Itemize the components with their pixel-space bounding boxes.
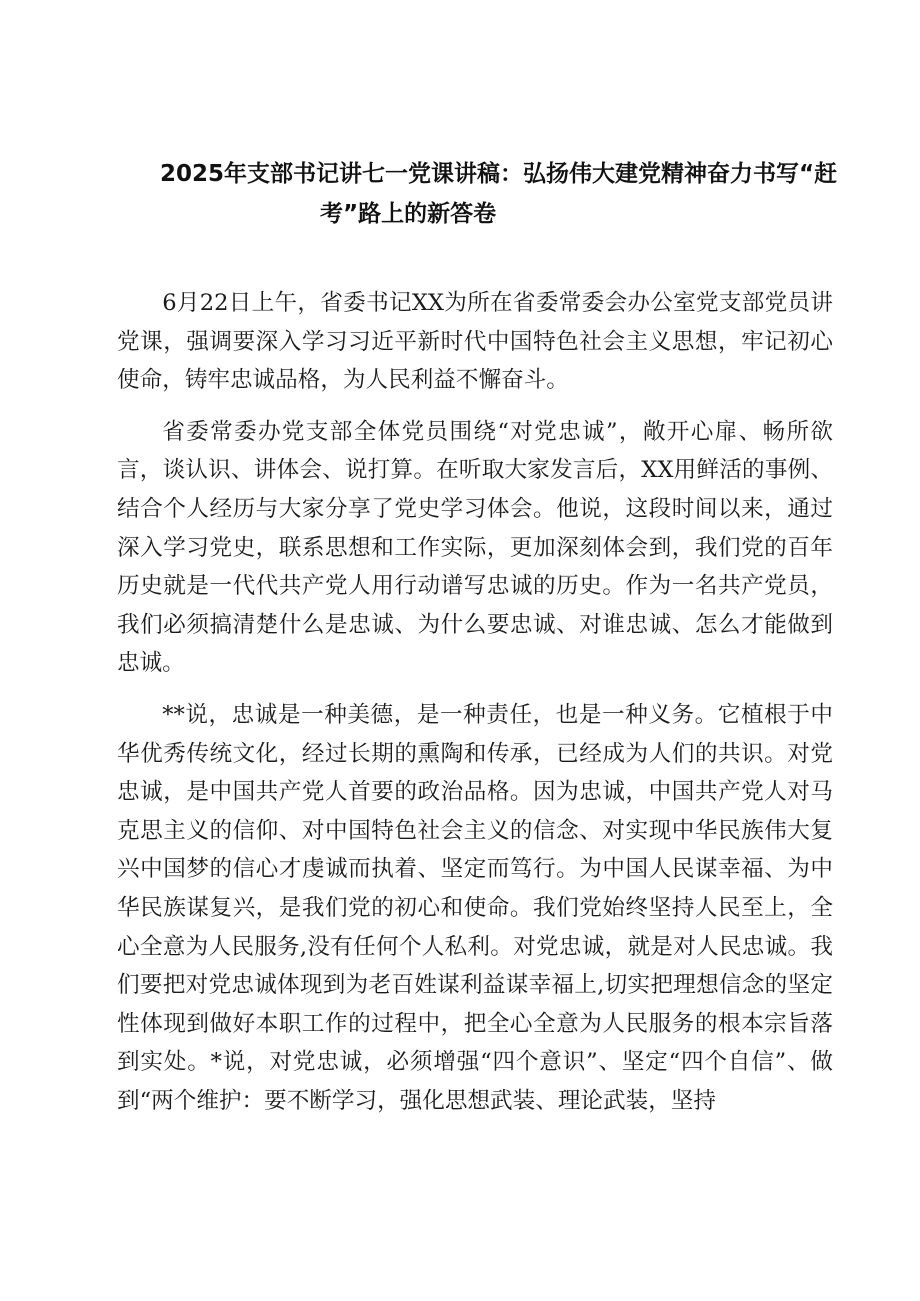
paragraph-3: **说，忠诚是一种美德，是一种责任，也是一种义务。它植根于中华优秀传统文化，经过长期的熏陶和传承，已经成为人们的共识。对党忠诚，是中国共产党人首要的政治品格。因为忠诚，中国共产党人对马克思主义的信仰、对中国特色社会主义的信念、对实现中华民族伟大复兴中国梦的信心才虔诚而执着、坚定而笃行。为中国人民谋幸福、为中华民族谋复兴，是我们党的初心和使命。我们党始终坚持人民至上，全心全意为人民服务,没有任何个人私利。对党忠诚，就是对人民忠诚。我们要把对党忠诚体现到为老百姓谋利益谋幸福上,切实把理想信念的坚定性体现到做好本职工作的过程中，把全心全意为人民服务的根本宗旨落到实处。*说，对党忠诚，必须增强“四个意识”、坚定“四个自信”、做到“两个维护：要不断学习，强化思想武装、理论武装，坚持	[117, 701, 833, 1114]
title-line-1: 2025年支部书记讲七一党课讲稿：弘扬伟大建党精神奋力书写“赶	[160, 161, 838, 187]
paragraph-2: 省委常委办党支部全体党员围绕“对党忠诚”，敞开心扉、畅所欲言，谈认识、讲体会、说打算。在听取大家发言后，XX用鲜活的事例、结合个人经历与大家分享了党史学习体会。他说，这段时间以来，通过深入学习党史，联系思想和工作实际，更加深刻体会到，我们党的百年历史就是一代代共产党人用行动谱写忠诚的历史。作为一名共产党员，我们必须搞清楚什么是忠诚、为什么要忠诚、对谁忠诚、怎么才能做到忠诚。	[117, 418, 833, 677]
document-body	[117, 284, 833, 1133]
title-line-2: 考”路上的新答卷	[320, 201, 497, 227]
document-title	[160, 154, 860, 234]
paragraph-1: 6月22日上午，省委书记XX为所在省委常委会办公室党支部党员讲党课，强调要深入学习习近平新时代中国特色社会主义思想，牢记初心使命，铸牢忠诚品格，为人民利益不懈奋斗。	[117, 290, 833, 394]
